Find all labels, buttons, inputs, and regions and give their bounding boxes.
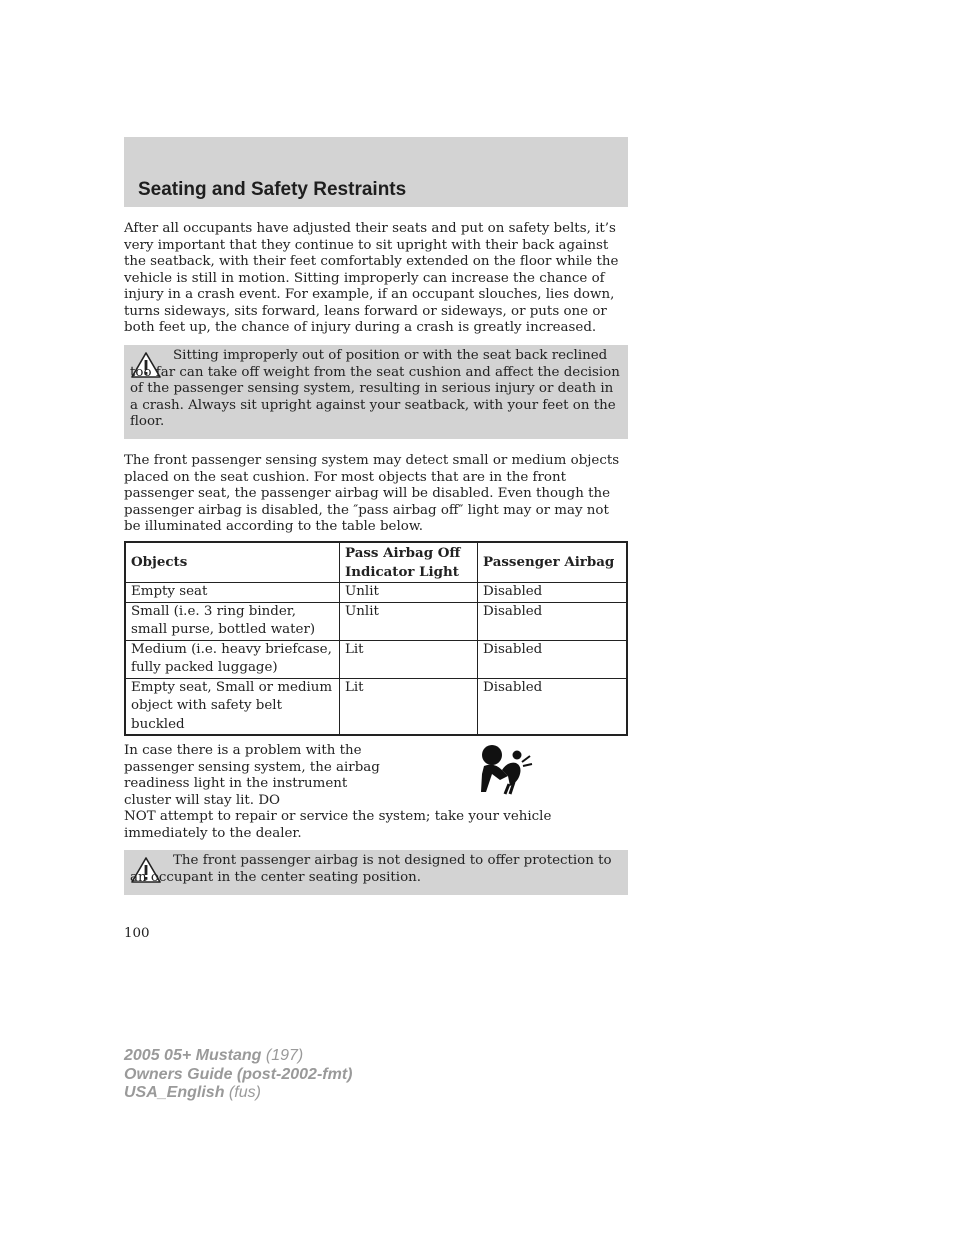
warning-box-sitting <box>124 345 628 439</box>
readiness-paragraph: In case there is a problem with the passenger sensing system, the airbag readiness light in the instrument cluster will stay lit. DO <box>124 743 380 808</box>
footer-line-2: Owners Guide (post-2002-fmt) <box>124 1065 353 1083</box>
table-cell: Disabled <box>478 602 628 640</box>
table-cell: Empty seat, Small or medium object with safety belt buckled <box>125 678 340 735</box>
warning-text: Sitting improperly out of position or with the seat back reclined too far can take off weight from the seat cushion and affect the decision of the passenger sensing system, resulting in serious injury or death in a crash. Always sit upright against your seatback, with your feet on the floor. <box>130 348 620 429</box>
document-footer <box>124 1047 352 1103</box>
table-cell: Unlit <box>340 602 478 640</box>
footer-line-3: USA_English (fus) <box>124 1084 261 1101</box>
table-cell: Disabled <box>478 583 628 603</box>
footer-line-1: 2005 05+ Mustang (197) <box>124 1047 304 1064</box>
intro-paragraph: After all occupants have adjusted their seats and put on safety belts, it’s very important that they continue to sit upright with their back against the seatback, with their feet comfortably extended on the floor while the vehicle is still in motion. Sitting improperly can increase the chance of injury in a crash event. For example, if an occupant slouches, lies down, turns sideways, sits forward, leans forward or sideways, or puts one or both feet up, the chance of injury during a crash is greatly increased. <box>124 221 619 335</box>
sensing-paragraph: The front passenger sensing system may detect small or medium objects placed on the seat cushion. For most objects that are in the front passenger seat, the passenger airbag will be disabled. Even though the passenger airbag is disabled, the ″pass airbag off″ light may or may not be illuminated according to the table below. <box>124 453 620 534</box>
page-number: 100 <box>124 926 150 941</box>
table-row <box>125 678 627 735</box>
table-cell: Disabled <box>478 640 628 678</box>
table-header: Objects <box>125 542 340 583</box>
table-cell: Medium (i.e. heavy briefcase, fully packed luggage) <box>125 640 340 678</box>
table-header: Passenger Airbag <box>478 542 628 583</box>
table-header: Pass Airbag Off Indicator Light <box>340 542 478 583</box>
table-cell: Empty seat <box>125 583 340 603</box>
table-row <box>125 583 627 603</box>
table-row <box>125 640 627 678</box>
warning-box-center-seat <box>124 850 628 895</box>
airbag-readiness-icon <box>478 744 536 796</box>
table-cell: Lit <box>340 678 478 735</box>
sensing-table <box>124 541 628 736</box>
table-cell: Unlit <box>340 583 478 603</box>
readiness-paragraph-continued: NOT attempt to repair or service the system; take your vehicle immediately to the dealer. <box>124 809 552 841</box>
table-cell: Lit <box>340 640 478 678</box>
table-row <box>125 602 627 640</box>
section-title: Seating and Safety Restraints <box>138 179 407 200</box>
warning-text: The front passenger airbag is not designed to offer protection to an occupant in the center seating position. <box>130 853 612 885</box>
section-header <box>124 137 628 207</box>
table-header-row <box>125 542 627 583</box>
table-cell: Disabled <box>478 678 628 735</box>
table-cell: Small (i.e. 3 ring binder, small purse, bottled water) <box>125 602 340 640</box>
